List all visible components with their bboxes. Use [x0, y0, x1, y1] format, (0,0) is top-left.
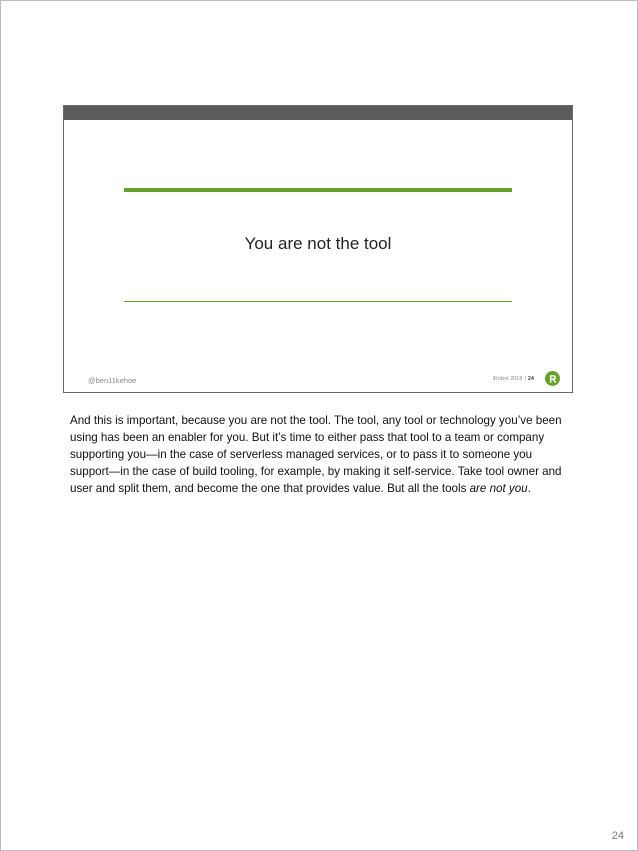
slide-footer [493, 376, 534, 382]
footer-slide-number: 24 [527, 376, 534, 382]
footer-separator: | [524, 376, 526, 382]
slide-top-bar [64, 106, 572, 120]
slide-thumbnail [63, 105, 573, 393]
title-top-rule [124, 188, 512, 192]
title-bottom-rule [124, 301, 512, 302]
notes-text: And this is important, because you are not the tool. The tool, any tool or technology you’ve been using has been an enabler for you. But it’s time to either pass that tool to a team or company supporting you—in the case of serverless managed services, or to pass it to someone you support—in the case of build tooling, for example, by making it self-service. Take tool owner and user and split them, and become the one that provides value. But all the tools [70, 414, 562, 496]
irobot-r-glyph-icon [548, 374, 557, 383]
speaker-notes [70, 412, 570, 497]
notes-text-end: . [527, 482, 531, 496]
slide-title: You are not the tool [244, 234, 392, 253]
irobot-logo-icon [545, 371, 560, 386]
notes-emphasis: are not you [469, 482, 528, 496]
footer-event: iRobot 2018 [492, 376, 523, 382]
page-number: 24 [611, 830, 624, 842]
twitter-handle: @ben11kehoe [88, 376, 137, 385]
